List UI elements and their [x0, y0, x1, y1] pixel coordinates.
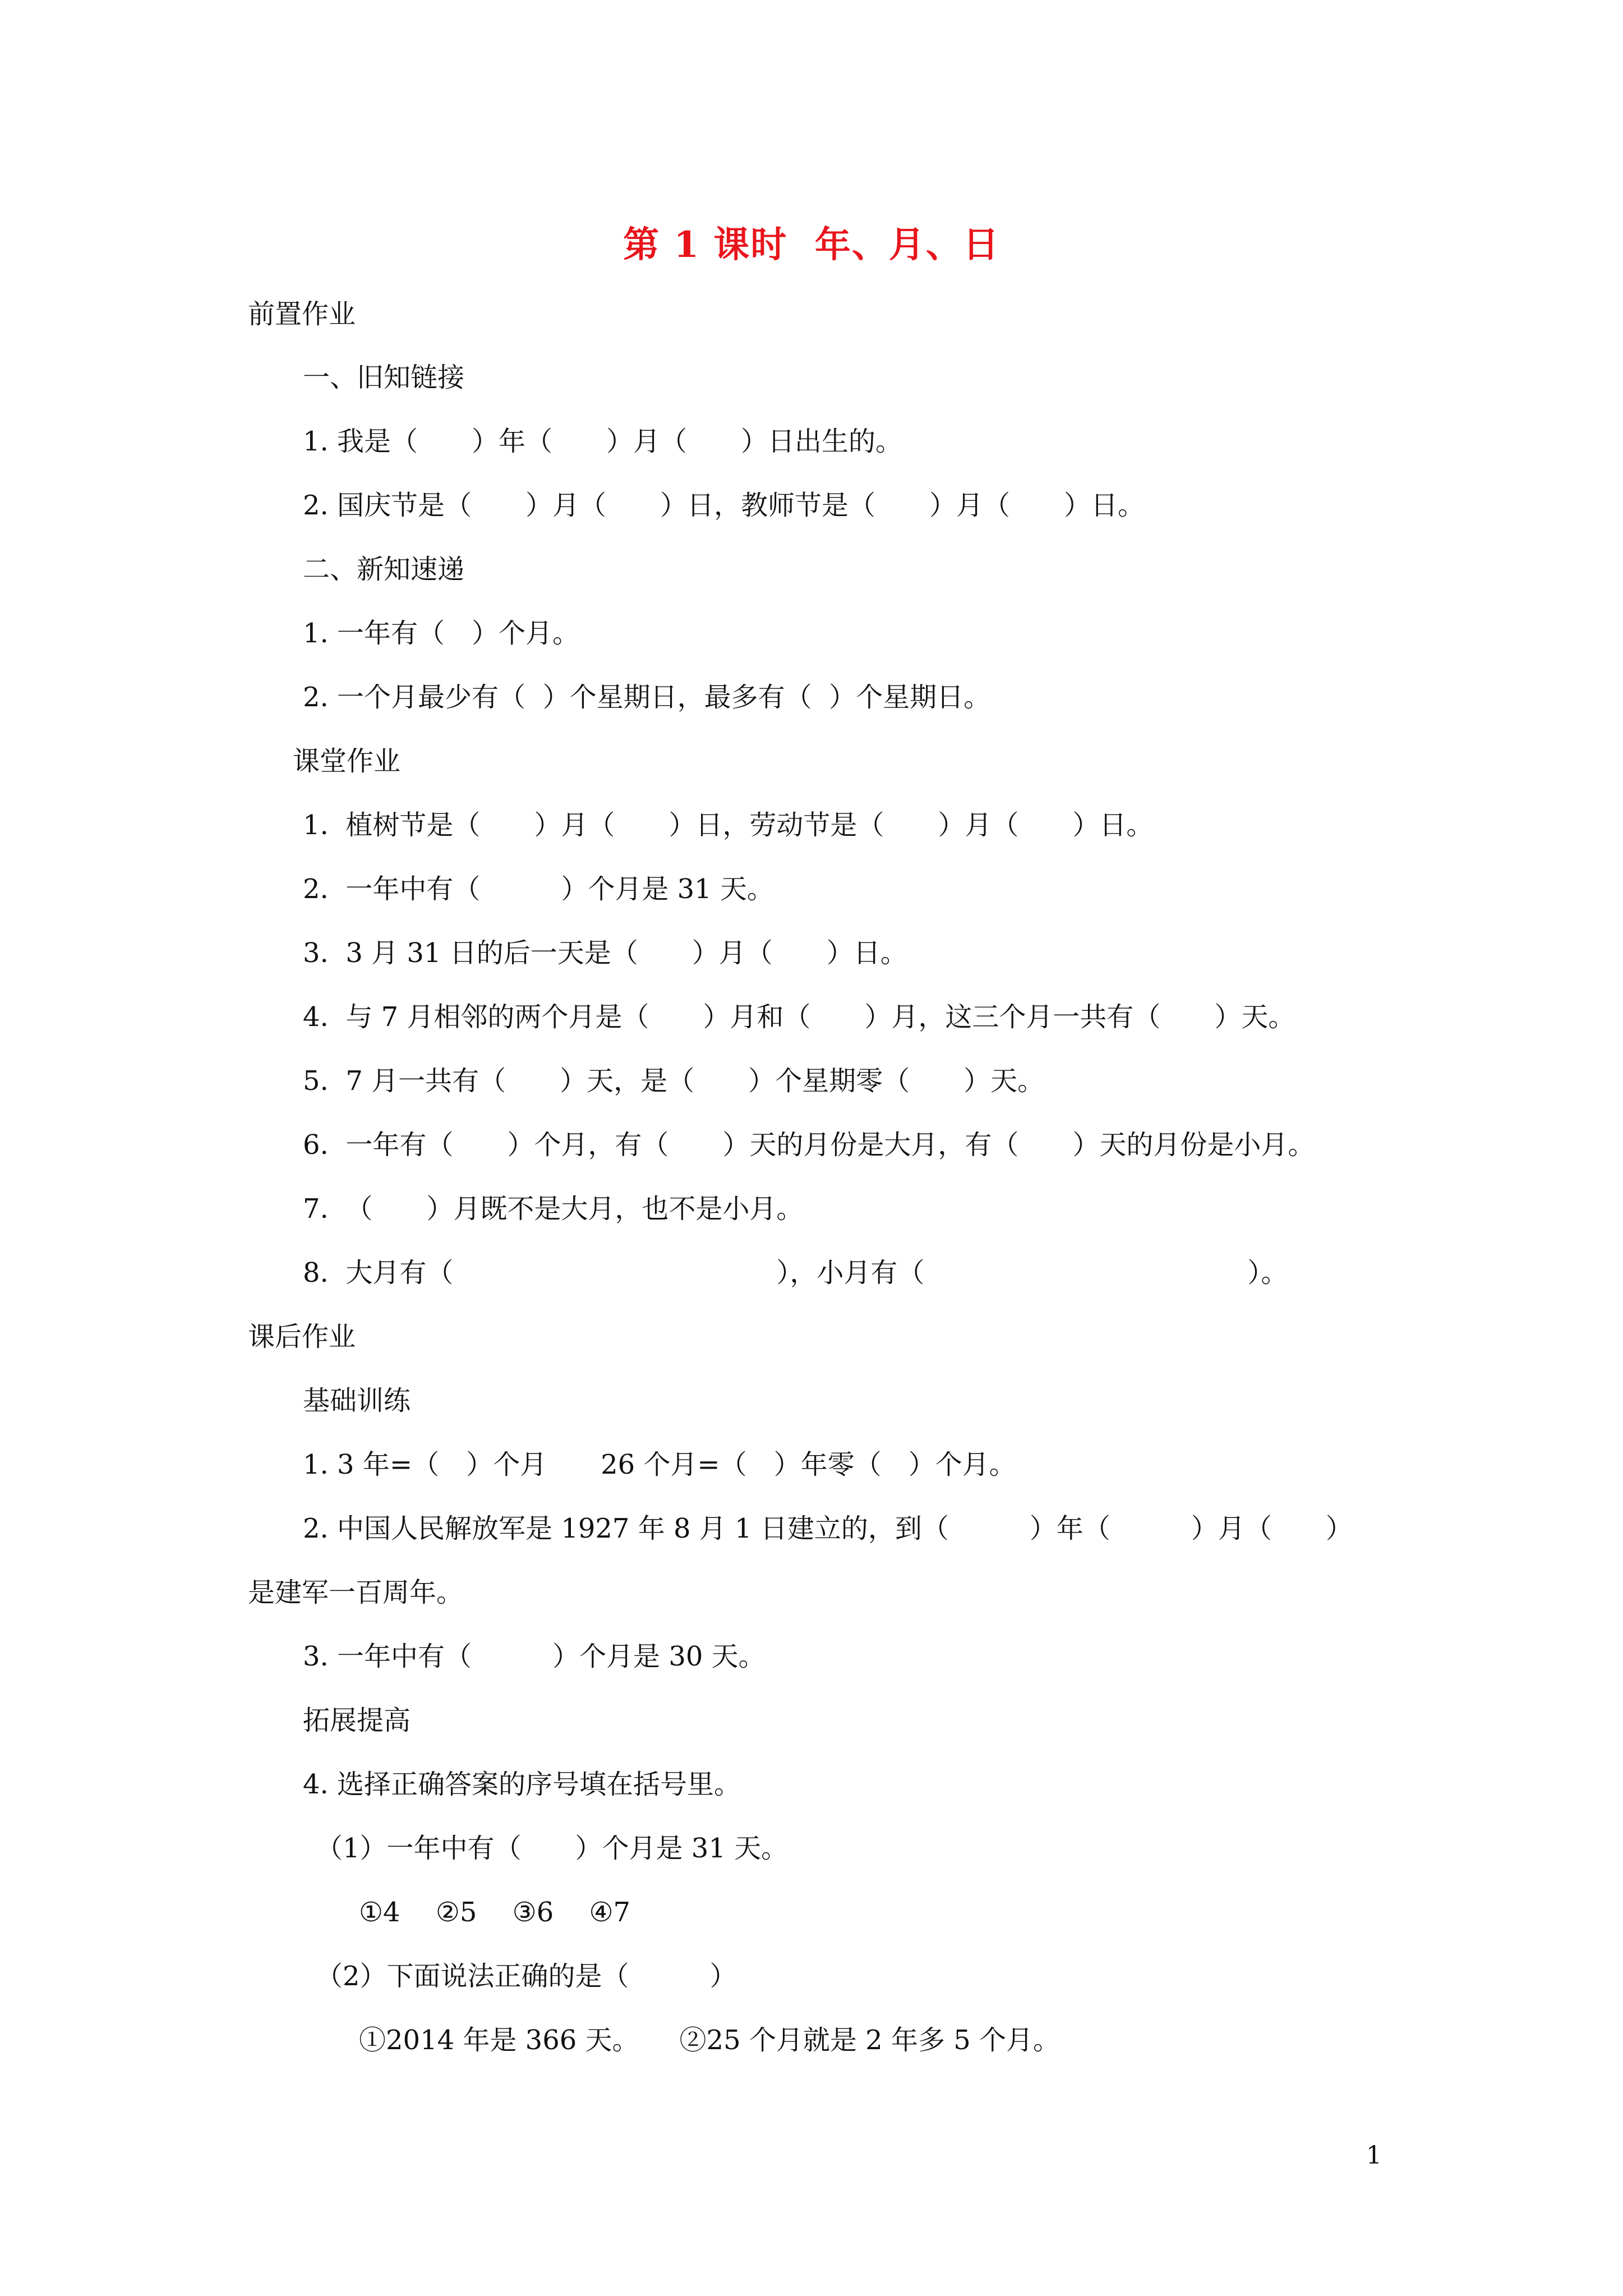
question-line: 4. 与 7 月相邻的两个月是（ ）月和（ ）月，这三个月一共有（ ）天。 [303, 1001, 1295, 1033]
section-heading-homework: 课后作业 [248, 1321, 356, 1352]
page-number: 1 [1366, 2141, 1382, 2170]
question-line: 1. 一年有（ ）个月。 [303, 618, 580, 649]
page-title: 第 1 课时 年、月、日 [623, 224, 1000, 266]
question-line: 1. 植树节是（ ）月（ ）日，劳动节是（ ）月（ ）日。 [303, 809, 1154, 841]
subsection-heading: 二、新知速递 [303, 554, 465, 585]
subsection-heading: 基础训练 [303, 1385, 411, 1416]
question-line: 2. 一年中有（ ）个月是 31 天。 [303, 873, 774, 905]
sub-question-line: （1）一年中有（ ）个月是 31 天。 [316, 1833, 789, 1864]
question-line: 5. 7 月一共有（ ）天，是（ ）个星期零（ ）天。 [303, 1065, 1045, 1097]
sub-question-line: （2）下面说法正确的是（ ） [316, 1961, 737, 1992]
question-line: 2. 中国人民解放军是 1927 年 8 月 1 日建立的，到（ ）年（ ）月（ ） [303, 1513, 1353, 1544]
question-line: 2. 国庆节是（ ）月（ ）日，教师节是（ ）月（ ）日。 [303, 490, 1145, 521]
question-line: 3. 一年中有（ ）个月是 30 天。 [303, 1641, 766, 1672]
question-line: 4. 选择正确答案的序号填在括号里。 [303, 1769, 741, 1800]
subsection-heading: 一、旧知链接 [303, 362, 465, 393]
question-line-continued: 是建军一百周年。 [248, 1577, 464, 1608]
question-line: 8. 大月有（ ），小月有（ ）。 [303, 1257, 1288, 1289]
question-line: 3. 3 月 31 日的后一天是（ ）月（ ）日。 [303, 937, 907, 969]
subsection-heading: 拓展提高 [303, 1705, 411, 1736]
section-heading-class: 课堂作业 [293, 746, 401, 777]
section-heading-preview: 前置作业 [248, 298, 356, 330]
answer-options: ①4 ②5 ③6 ④7 [359, 1897, 631, 1928]
question-line: 2. 一个月最少有（ ）个星期日，最多有（ ）个星期日。 [303, 682, 991, 713]
question-line: 6. 一年有（ ）个月，有（ ）天的月份是大月，有（ ）天的月份是小月。 [303, 1129, 1315, 1161]
answer-options: ①2014 年是 366 天。 ②25 个月就是 2 年多 5 个月。 [359, 2024, 1060, 2056]
question-line: 1. 3 年=（ ）个月 26 个月=（ ）年零（ ）个月。 [303, 1449, 1016, 1480]
question-line: 1. 我是（ ）年（ ）月（ ）日出生的。 [303, 426, 903, 457]
question-line: 7. （ ）月既不是大月，也不是小月。 [303, 1193, 804, 1225]
